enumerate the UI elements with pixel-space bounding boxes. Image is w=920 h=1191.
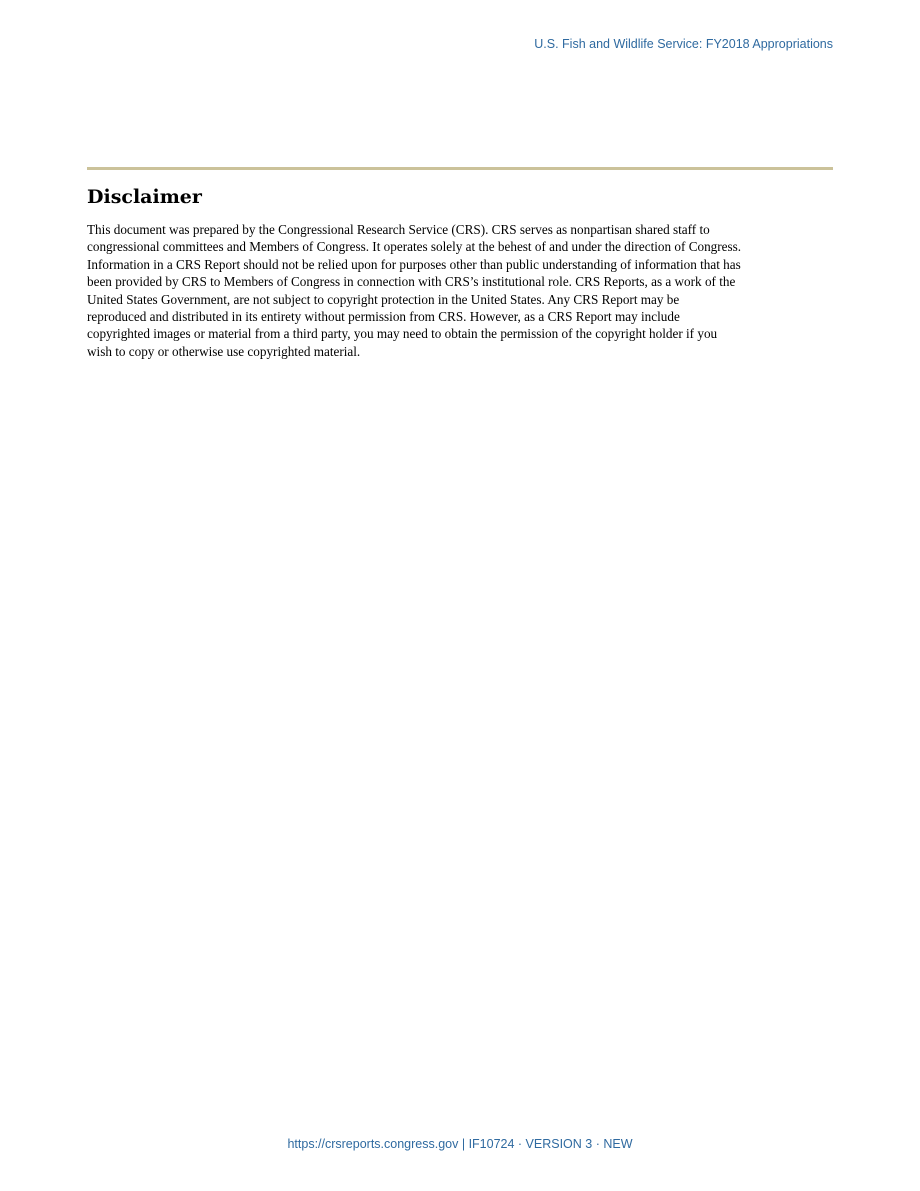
running-header: U.S. Fish and Wildlife Service: FY2018 Appropriations	[534, 37, 833, 51]
disclaimer-line: been provided by CRS to Members of Congress in connection with CRS’s institutional role. CRS Reports, as a work of the	[87, 274, 736, 290]
disclaimer-line: wish to copy or otherwise use copyrighted material.	[87, 343, 361, 359]
disclaimer-line: copyrighted images or material from a third party, you may need to obtain the permission of the copyright holder if you	[87, 326, 718, 342]
disclaimer-line: Information in a CRS Report should not be relied upon for purposes other than public understanding of information that has	[87, 256, 741, 272]
page-footer: https://crsreports.congress.gov | IF10724 · VERSION 3 · NEW	[287, 1137, 633, 1151]
disclaimer-line: reproduced and distributed in its entirety without permission from CRS. However, as a CRS Report may include	[87, 309, 680, 325]
disclaimer-paragraph	[87, 221, 839, 360]
disclaimer-heading: Disclaimer	[87, 186, 202, 208]
disclaimer-line: congressional committees and Members of Congress. It operates solely at the behest of and under the direction of Congress.	[87, 239, 742, 255]
disclaimer-line: United States Government, are not subject to copyright protection in the United States. Any CRS Report may be	[87, 291, 680, 307]
disclaimer-line: This document was prepared by the Congressional Research Service (CRS). CRS serves as nonpartisan shared staff to	[87, 222, 710, 237]
section-divider	[87, 167, 833, 170]
